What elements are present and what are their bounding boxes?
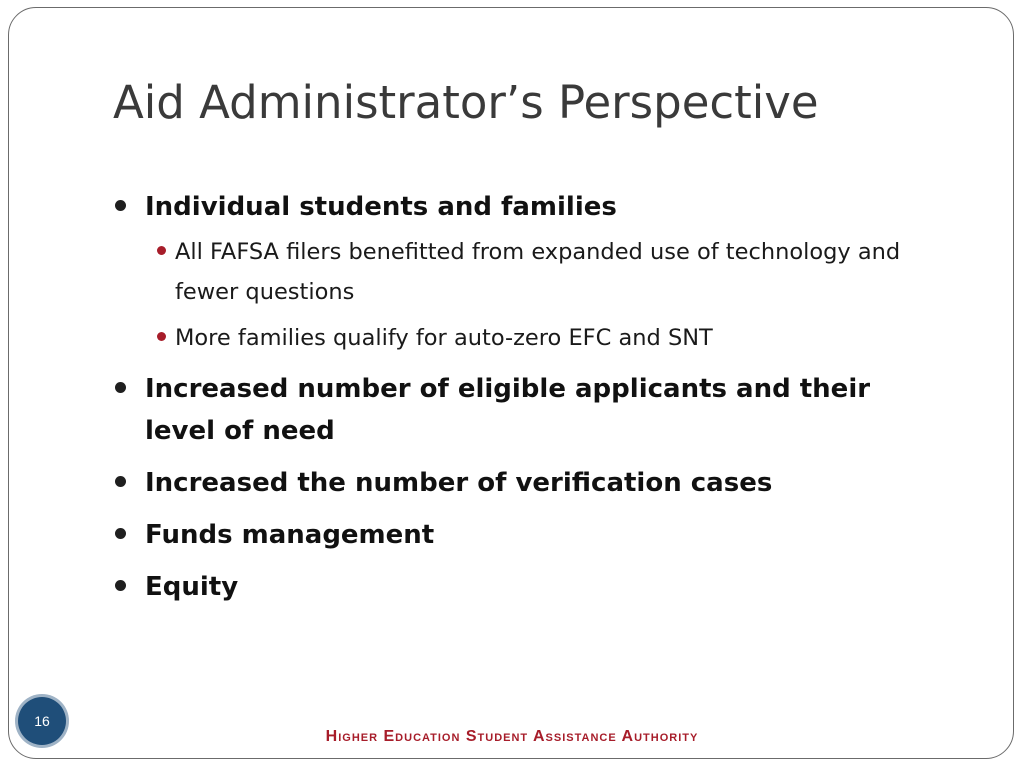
sub-bullet-dot-icon <box>157 332 166 341</box>
bullet-text: Equity <box>145 572 239 602</box>
bullet-text: Individual students and families <box>145 192 617 222</box>
bullet-text: Increased number of eligible applicants and their level of need <box>145 374 871 446</box>
bullet-dot-icon <box>115 580 126 591</box>
bullet-text: Funds management <box>145 520 435 550</box>
sub-bullet-list <box>145 232 903 358</box>
page-number-badge: 16 <box>18 697 66 745</box>
bullet-dot-icon <box>115 200 126 211</box>
bullet-text: Increased the number of verification cases <box>145 468 773 498</box>
bullet-dot-icon <box>115 476 126 487</box>
sub-bullet-text: All FAFSA filers benefitted from expanded use of technology and fewer questions <box>175 239 901 305</box>
footer-text: Higher Education Student Assistance Authority <box>325 728 699 745</box>
bullet-dot-icon <box>115 382 126 393</box>
bullet-item <box>113 566 903 608</box>
bullet-item <box>113 462 903 504</box>
sub-bullet-item <box>145 232 903 312</box>
bullet-item <box>113 368 903 452</box>
bullet-dot-icon <box>115 528 126 539</box>
bullet-item <box>113 186 903 358</box>
bullet-list <box>113 186 903 618</box>
sub-bullet-dot-icon <box>157 246 166 255</box>
bullet-item <box>113 514 903 556</box>
footer-organization <box>0 728 1024 746</box>
sub-bullet-item <box>145 318 903 358</box>
slide-title: Aid Administrator’s Perspective <box>113 76 819 129</box>
sub-bullet-text: More families qualify for auto-zero EFC and SNT <box>175 325 713 351</box>
